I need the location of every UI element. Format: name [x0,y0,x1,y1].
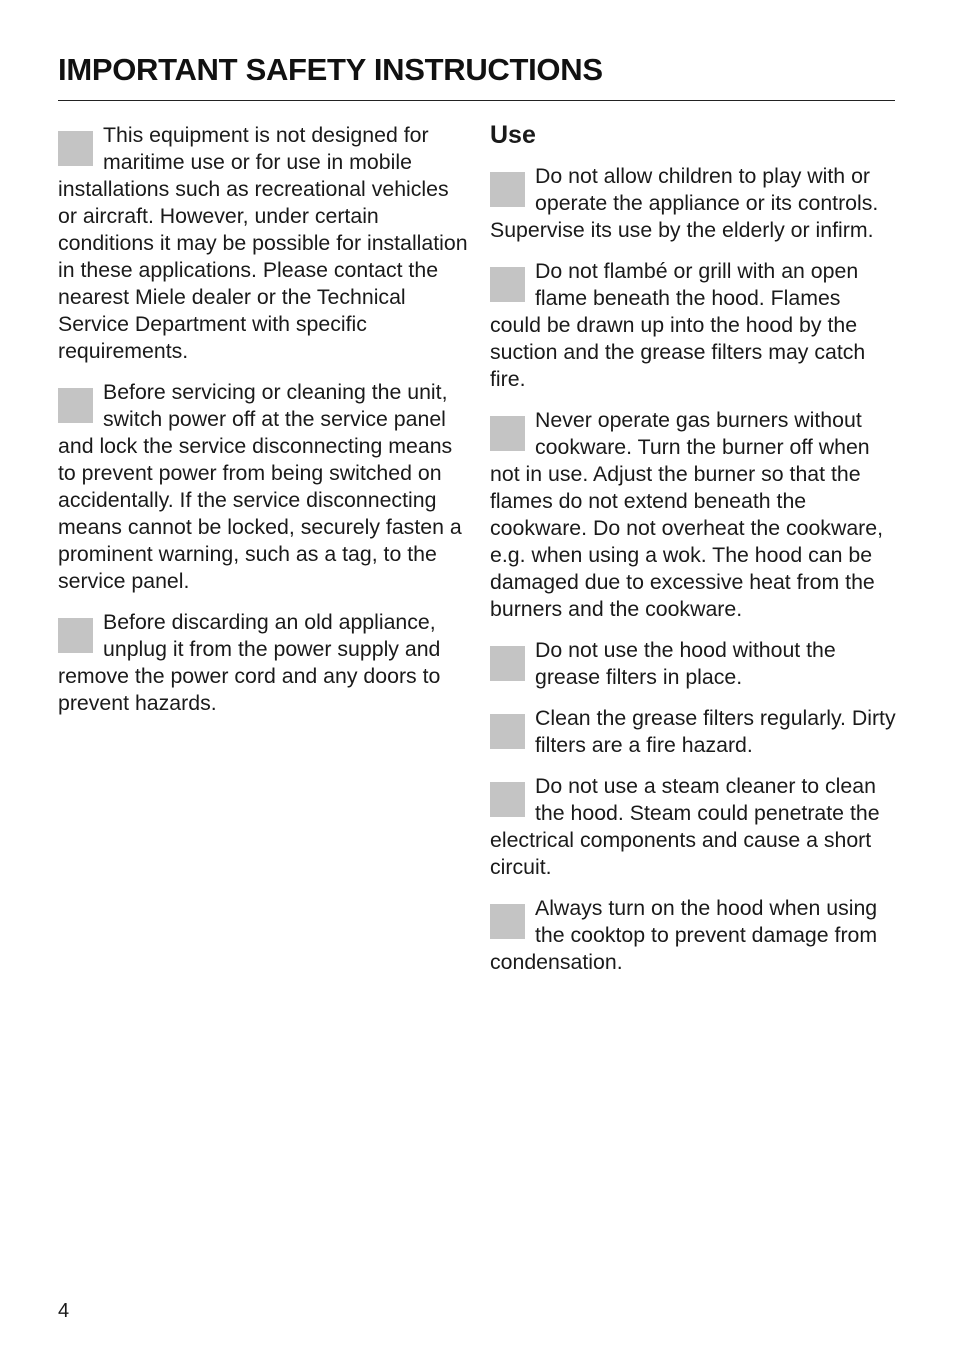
safety-item [58,122,468,365]
safety-item-text: Clean the grease filters regularly. Dirty filters are a fire hazard. [535,706,896,757]
bullet-square-icon [58,618,93,653]
safety-item-text: Before servicing or cleaning the unit, switch power off at the service panel and lock the service disconnecting means to prevent power from being switched on accidentally. If the service disconnecting means cannot be locked, securely fasten a prominent warning, such as a tag, to the service panel. [58,380,462,593]
safety-item [490,895,896,976]
page-title: IMPORTANT SAFETY INSTRUCTIONS [58,52,603,87]
section-heading-use: Use [490,121,536,149]
bullet-square-icon [58,131,93,166]
safety-item-text: Never operate gas burners without cookware. Turn the burner off when not in use. Adjust the burner so that the flames do not extend beneath the cookware. Do not overheat the cookware, e.g. when using a wok. The hood can be damaged due to excessive heat from the burners and the cookware. [490,408,884,621]
bullet-square-icon [490,172,525,207]
safety-item [490,773,896,881]
bullet-square-icon [490,782,525,817]
safety-item-text: Always turn on the hood when using the cooktop to prevent damage from condensation. [490,896,878,974]
bullet-square-icon [490,267,525,302]
safety-item-text: This equipment is not designed for maritime use or for use in mobile installations such as recreational vehicles or aircraft. However, under certain conditions it may be possible for installation in these applications. Please contact the nearest Miele dealer or the Technical Service Department with specific requirements. [58,123,468,363]
safety-item [490,407,896,623]
safety-item-text: Do not use a steam cleaner to clean the hood. Steam could penetrate the electrical components and cause a short circuit. [490,774,880,879]
safety-item [490,705,896,759]
bullet-square-icon [490,714,525,749]
bullet-square-icon [490,646,525,681]
bullet-square-icon [490,904,525,939]
title-divider [58,100,895,101]
bullet-square-icon [490,416,525,451]
safety-item-text: Do not flambé or grill with an open flame beneath the hood. Flames could be drawn up into the hood by the suction and the grease filters may catch fire. [490,259,866,391]
right-column [490,122,896,990]
safety-item-text: Do not allow children to play with or operate the appliance or its controls. Supervise its use by the elderly or infirm. [490,164,879,242]
left-column [58,122,468,731]
bullet-square-icon [58,388,93,423]
safety-item [490,258,896,393]
safety-item-text: Do not use the hood without the grease filters in place. [535,638,836,689]
safety-item [58,609,468,717]
safety-item [490,163,896,244]
safety-item-text: Before discarding an old appliance, unplug it from the power supply and remove the power cord and any doors to prevent hazards. [58,610,441,715]
safety-item [58,379,468,595]
page-number: 4 [58,1300,70,1322]
safety-item [490,637,896,691]
